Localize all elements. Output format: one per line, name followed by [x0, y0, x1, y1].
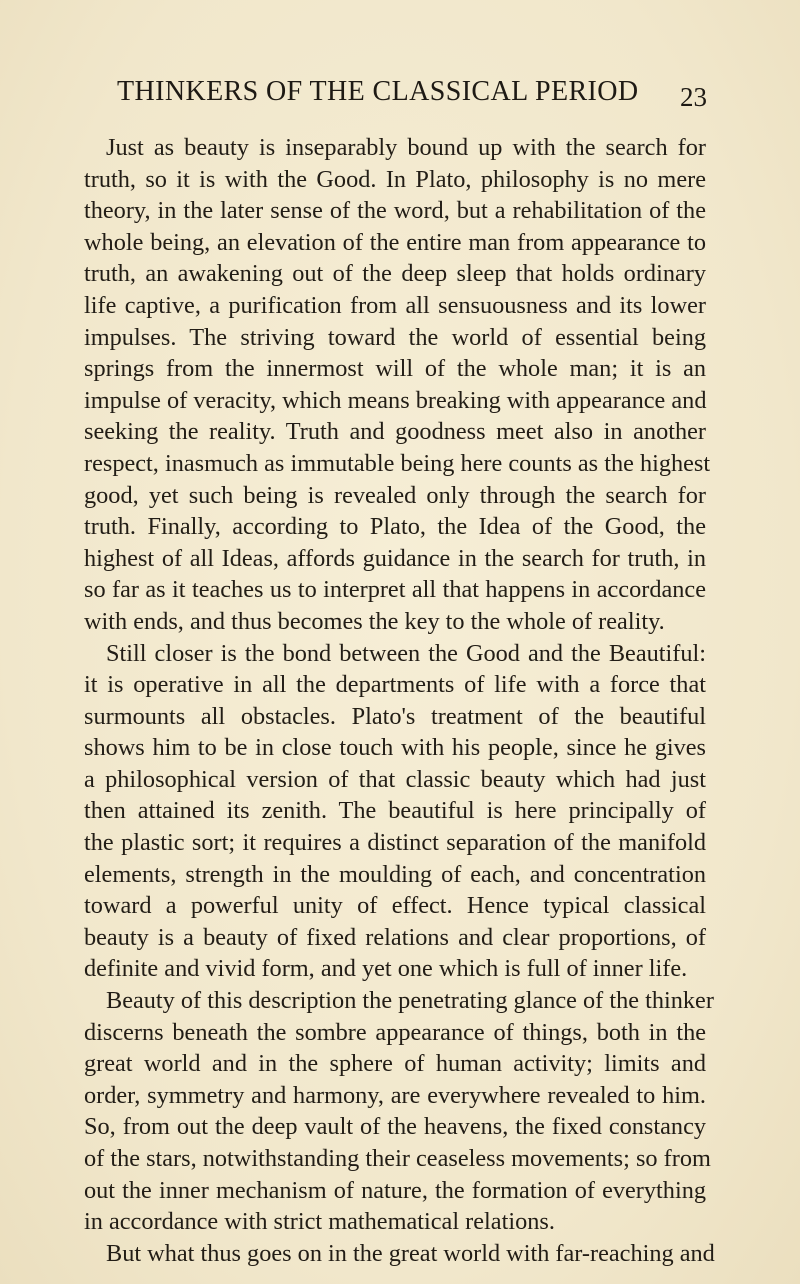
text-line: highest of all Ideas, affords guidance in the search for truth, in	[84, 544, 706, 572]
text-line: Just as beauty is inseparably bound up with the search for	[106, 134, 706, 161]
running-title: THINKERS OF THE CLASSICAL PERIOD	[117, 76, 639, 107]
text-line: respect, inasmuch as immutable being here counts as the highest	[84, 449, 711, 477]
text-line: surmounts all obstacles. Plato's treatment of the beautiful	[84, 702, 706, 730]
text-line: impulses. The striving toward the world of essential being	[84, 323, 706, 351]
text-line: beauty is a beauty of fixed relations and clear proportions, of	[84, 923, 706, 951]
body-text	[84, 132, 715, 1269]
text-line: in accordance with strict mathematical relations.	[84, 1208, 555, 1236]
text-line: order, symmetry and harmony, are everywhere revealed to him.	[84, 1081, 706, 1109]
text-line: toward a powerful unity of effect. Hence typical classical	[84, 892, 706, 920]
text-line: great world and in the sphere of human activity; limits and	[84, 1050, 706, 1078]
text-line: so far as it teaches us to interpret all that happens in accordance	[84, 576, 706, 604]
text-line: discerns beneath the sombre appearance of things, both in the	[84, 1018, 706, 1046]
text-line: out the inner mechanism of nature, the formation of everything	[84, 1176, 706, 1204]
text-line: elements, strength in the moulding of each, and concentration	[84, 860, 706, 888]
running-head	[117, 76, 707, 116]
text-line: of the stars, notwithstanding their ceaseless movements; so from	[84, 1145, 711, 1172]
text-line: Beauty of this description the penetrating glance of the thinker	[106, 987, 714, 1015]
text-line: a philosophical version of that classic beauty which had just	[84, 765, 706, 793]
text-line: But what thus goes on in the great world with far-reaching and	[106, 1239, 715, 1267]
text-line: springs from the innermost will of the whole man; it is an	[84, 355, 706, 383]
text-line: So, from out the deep vault of the heavens, the fixed constancy	[84, 1113, 706, 1141]
text-line: whole being, an elevation of the entire man from appearance to	[84, 228, 706, 256]
text-line: it is operative in all the departments of life with a force that	[84, 671, 706, 699]
text-line: truth, so it is with the Good. In Plato, philosophy is no mere	[84, 165, 706, 193]
text-line: with ends, and thus becomes the key to the whole of reality.	[84, 607, 665, 635]
text-line: truth, an awakening out of the deep sleep that holds ordinary	[84, 260, 706, 288]
text-line: truth. Finally, according to Plato, the Idea of the Good, the	[84, 513, 706, 541]
text-line: then attained its zenith. The beautiful is here principally of	[84, 797, 706, 825]
text-line: life captive, a purification from all sensuousness and its lower	[84, 291, 706, 319]
text-line: good, yet such being is revealed only through the search for	[84, 481, 706, 509]
text-line: Still closer is the bond between the Good and the Beautiful:	[106, 639, 706, 667]
text-line: impulse of veracity, which means breaking with appearance and	[84, 386, 707, 414]
text-line: theory, in the later sense of the word, but a rehabilitation of the	[84, 197, 706, 225]
text-line: seeking the reality. Truth and goodness meet also in another	[84, 418, 706, 446]
text-line: definite and vivid form, and yet one which is full of inner life.	[84, 955, 688, 983]
text-line: the plastic sort; it requires a distinct separation of the manifold	[84, 829, 706, 857]
text-line: shows him to be in close touch with his people, since he gives	[84, 734, 706, 762]
page-number: 23	[680, 82, 707, 112]
